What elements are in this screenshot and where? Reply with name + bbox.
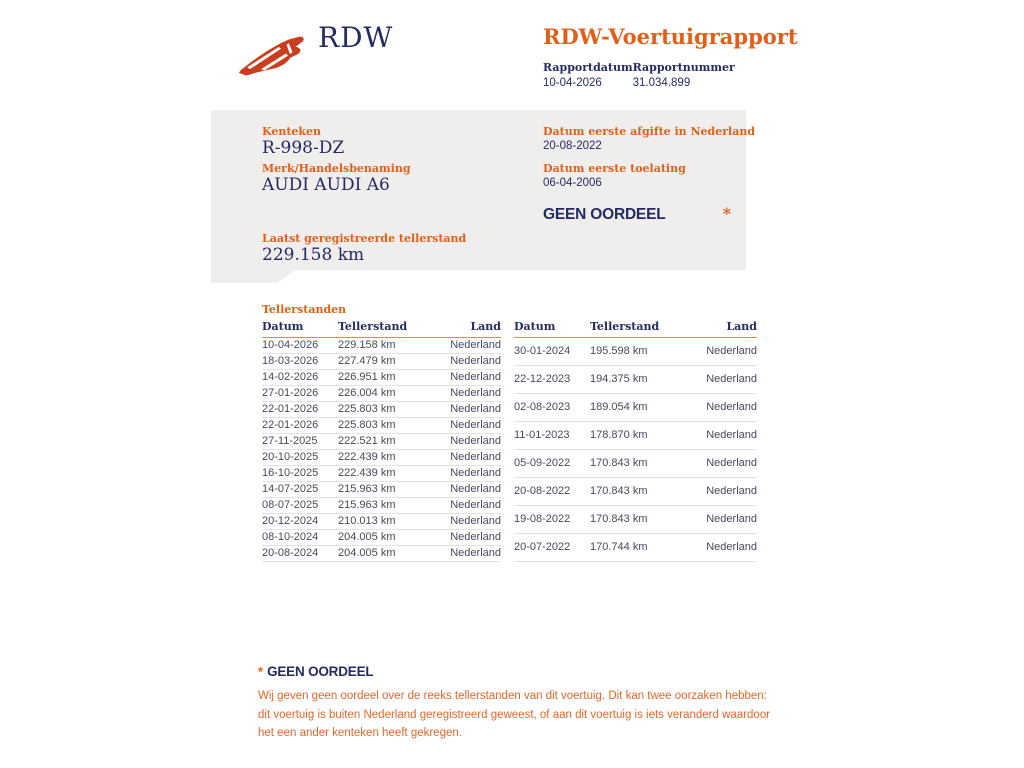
merk-value: AUDI AUDI A6 (262, 175, 390, 195)
table-row (514, 506, 757, 534)
tellerstand-cell: 170.843 km (590, 478, 674, 506)
land-cell: Nederland (420, 434, 502, 450)
rdw-logo-icon (238, 29, 312, 76)
tellerstand-cell: 229.158 km (338, 338, 420, 354)
tellerstand-cell: 215.963 km (338, 498, 420, 514)
table-row (262, 530, 501, 546)
table-row (262, 434, 501, 450)
tellerstanden-section (262, 304, 757, 562)
tellerstand-cell: 178.870 km (590, 422, 674, 450)
afgifte-label: Datum eerste afgifte in Nederland (543, 125, 756, 138)
rdw-wordmark: RDW (318, 21, 394, 54)
table-row (514, 366, 757, 394)
land-cell: Nederland (420, 498, 502, 514)
report-number-block (633, 62, 735, 89)
land-cell: Nederland (420, 370, 502, 386)
land-cell: Nederland (420, 546, 502, 562)
land-cell: Nederland (420, 418, 502, 434)
tellerstand-cell: 226.951 km (338, 370, 420, 386)
land-cell: Nederland (674, 534, 758, 562)
datum-cell: 22-01-2026 (262, 402, 338, 418)
table-row (262, 482, 501, 498)
oordeel-asterisk: * (722, 204, 731, 223)
datum-cell: 08-10-2024 (262, 530, 338, 546)
toelating-value: 06-04-2006 (543, 177, 602, 189)
datum-column-header: Datum (262, 321, 338, 338)
datum-cell: 20-07-2022 (514, 534, 590, 562)
report-date-value: 10-04-2026 (543, 77, 602, 89)
land-cell: Nederland (674, 394, 758, 422)
report-date-label: Rapportdatum (543, 61, 633, 74)
report-title: RDW-Voertuigrapport (543, 24, 798, 49)
table-row (262, 546, 501, 562)
tellerstand-cell: 222.439 km (338, 466, 420, 482)
land-cell: Nederland (674, 478, 758, 506)
land-cell: Nederland (420, 514, 502, 530)
tellerstand-cell: 226.004 km (338, 386, 420, 402)
land-cell: Nederland (674, 450, 758, 478)
table-row (262, 514, 501, 530)
land-cell: Nederland (420, 402, 502, 418)
footnote-heading: GEEN OORDEEL (267, 664, 374, 679)
land-cell: Nederland (674, 506, 758, 534)
tellerstand-value: 229.158 km (262, 245, 365, 265)
datum-cell: 11-01-2023 (514, 422, 590, 450)
table-row (514, 394, 757, 422)
kenteken-label: Kenteken (262, 125, 322, 138)
datum-cell: 22-12-2023 (514, 366, 590, 394)
land-cell: Nederland (420, 482, 502, 498)
tellerstand-label: Laatst geregistreerde tellerstand (262, 232, 467, 245)
table-row (262, 418, 501, 434)
tellerstand-cell: 194.375 km (590, 366, 674, 394)
table-row (514, 338, 757, 366)
land-cell: Nederland (420, 450, 502, 466)
land-cell: Nederland (674, 338, 758, 366)
datum-cell: 18-03-2026 (262, 354, 338, 370)
land-cell: Nederland (420, 466, 502, 482)
oordeel-status: GEEN OORDEEL (543, 206, 666, 223)
datum-cell: 14-02-2026 (262, 370, 338, 386)
afgifte-value: 20-08-2022 (543, 140, 602, 152)
datum-cell: 14-07-2025 (262, 482, 338, 498)
tellerstand-cell: 225.803 km (338, 402, 420, 418)
datum-cell: 30-01-2024 (514, 338, 590, 366)
tellerstand-cell: 215.963 km (338, 482, 420, 498)
report-header (543, 25, 798, 89)
datum-cell: 16-10-2025 (262, 466, 338, 482)
table-row (262, 450, 501, 466)
table-header-row (262, 321, 501, 338)
tellerstand-cell: 170.744 km (590, 534, 674, 562)
tellerstand-cell: 195.598 km (590, 338, 674, 366)
land-cell: Nederland (420, 354, 502, 370)
tellerstand-cell: 225.803 km (338, 418, 420, 434)
toelating-label: Datum eerste toelating (543, 162, 686, 175)
tellerstand-cell: 222.439 km (338, 450, 420, 466)
table-row (514, 534, 757, 562)
tellerstanden-table-left (262, 321, 501, 562)
tellerstand-cell: 222.521 km (338, 434, 420, 450)
datum-cell: 08-07-2025 (262, 498, 338, 514)
land-cell: Nederland (420, 338, 502, 354)
tellerstand-cell: 170.843 km (590, 450, 674, 478)
datum-cell: 10-04-2026 (262, 338, 338, 354)
table-row (262, 466, 501, 482)
table-row (262, 386, 501, 402)
datum-cell: 02-08-2023 (514, 394, 590, 422)
datum-cell: 20-08-2022 (514, 478, 590, 506)
tellerstand-column-header: Tellerstand (590, 321, 674, 338)
datum-cell: 05-09-2022 (514, 450, 590, 478)
merk-label: Merk/Handelsbenaming (262, 162, 411, 175)
land-cell: Nederland (674, 366, 758, 394)
datum-cell: 27-11-2025 (262, 434, 338, 450)
tellerstanden-table-right (514, 321, 757, 562)
report-date-block (543, 62, 633, 89)
footnote-marker: * (258, 664, 264, 679)
land-cell: Nederland (420, 386, 502, 402)
datum-cell: 20-08-2024 (262, 546, 338, 562)
tellerstand-cell: 189.054 km (590, 394, 674, 422)
datum-cell: 27-01-2026 (262, 386, 338, 402)
kenteken-value: R-998-DZ (262, 138, 345, 158)
tellerstanden-heading: Tellerstanden (262, 303, 347, 316)
table-row (262, 354, 501, 370)
datum-cell: 20-10-2025 (262, 450, 338, 466)
table-row (514, 478, 757, 506)
vehicle-summary-panel (211, 110, 756, 270)
land-column-header: Land (420, 321, 502, 338)
footnote-section (258, 664, 778, 743)
datum-cell: 20-12-2024 (262, 514, 338, 530)
land-column-header: Land (674, 321, 758, 338)
table-row (514, 450, 757, 478)
land-cell: Nederland (674, 422, 758, 450)
report-number-value: 31.034.899 (632, 77, 691, 89)
tellerstand-cell: 204.005 km (338, 546, 420, 562)
footnote-body: Wij geven geen oordeel over de reeks tellerstanden van dit voertuig. Dit kan twee oorzaken hebben: dit voertuig is buiten Nederland geregistreerd geweest, of aan dit voertuig is iets veranderd waardoor het een ander kenteken heeft gekregen. (258, 690, 771, 739)
table-row (514, 422, 757, 450)
table-row (262, 370, 501, 386)
land-cell: Nederland (420, 530, 502, 546)
datum-cell: 19-08-2022 (514, 506, 590, 534)
table-row (262, 402, 501, 418)
table-row (262, 498, 501, 514)
table-row (262, 338, 501, 354)
datum-cell: 22-01-2026 (262, 418, 338, 434)
tellerstand-cell: 227.479 km (338, 354, 420, 370)
datum-column-header: Datum (514, 321, 590, 338)
report-number-label: Rapportnummer (632, 61, 735, 74)
tellerstand-cell: 210.013 km (338, 514, 420, 530)
report-meta (543, 62, 798, 89)
tellerstand-cell: 204.005 km (338, 530, 420, 546)
tellerstand-cell: 170.843 km (590, 506, 674, 534)
tellerstand-column-header: Tellerstand (338, 321, 420, 338)
table-header-row (514, 321, 757, 338)
